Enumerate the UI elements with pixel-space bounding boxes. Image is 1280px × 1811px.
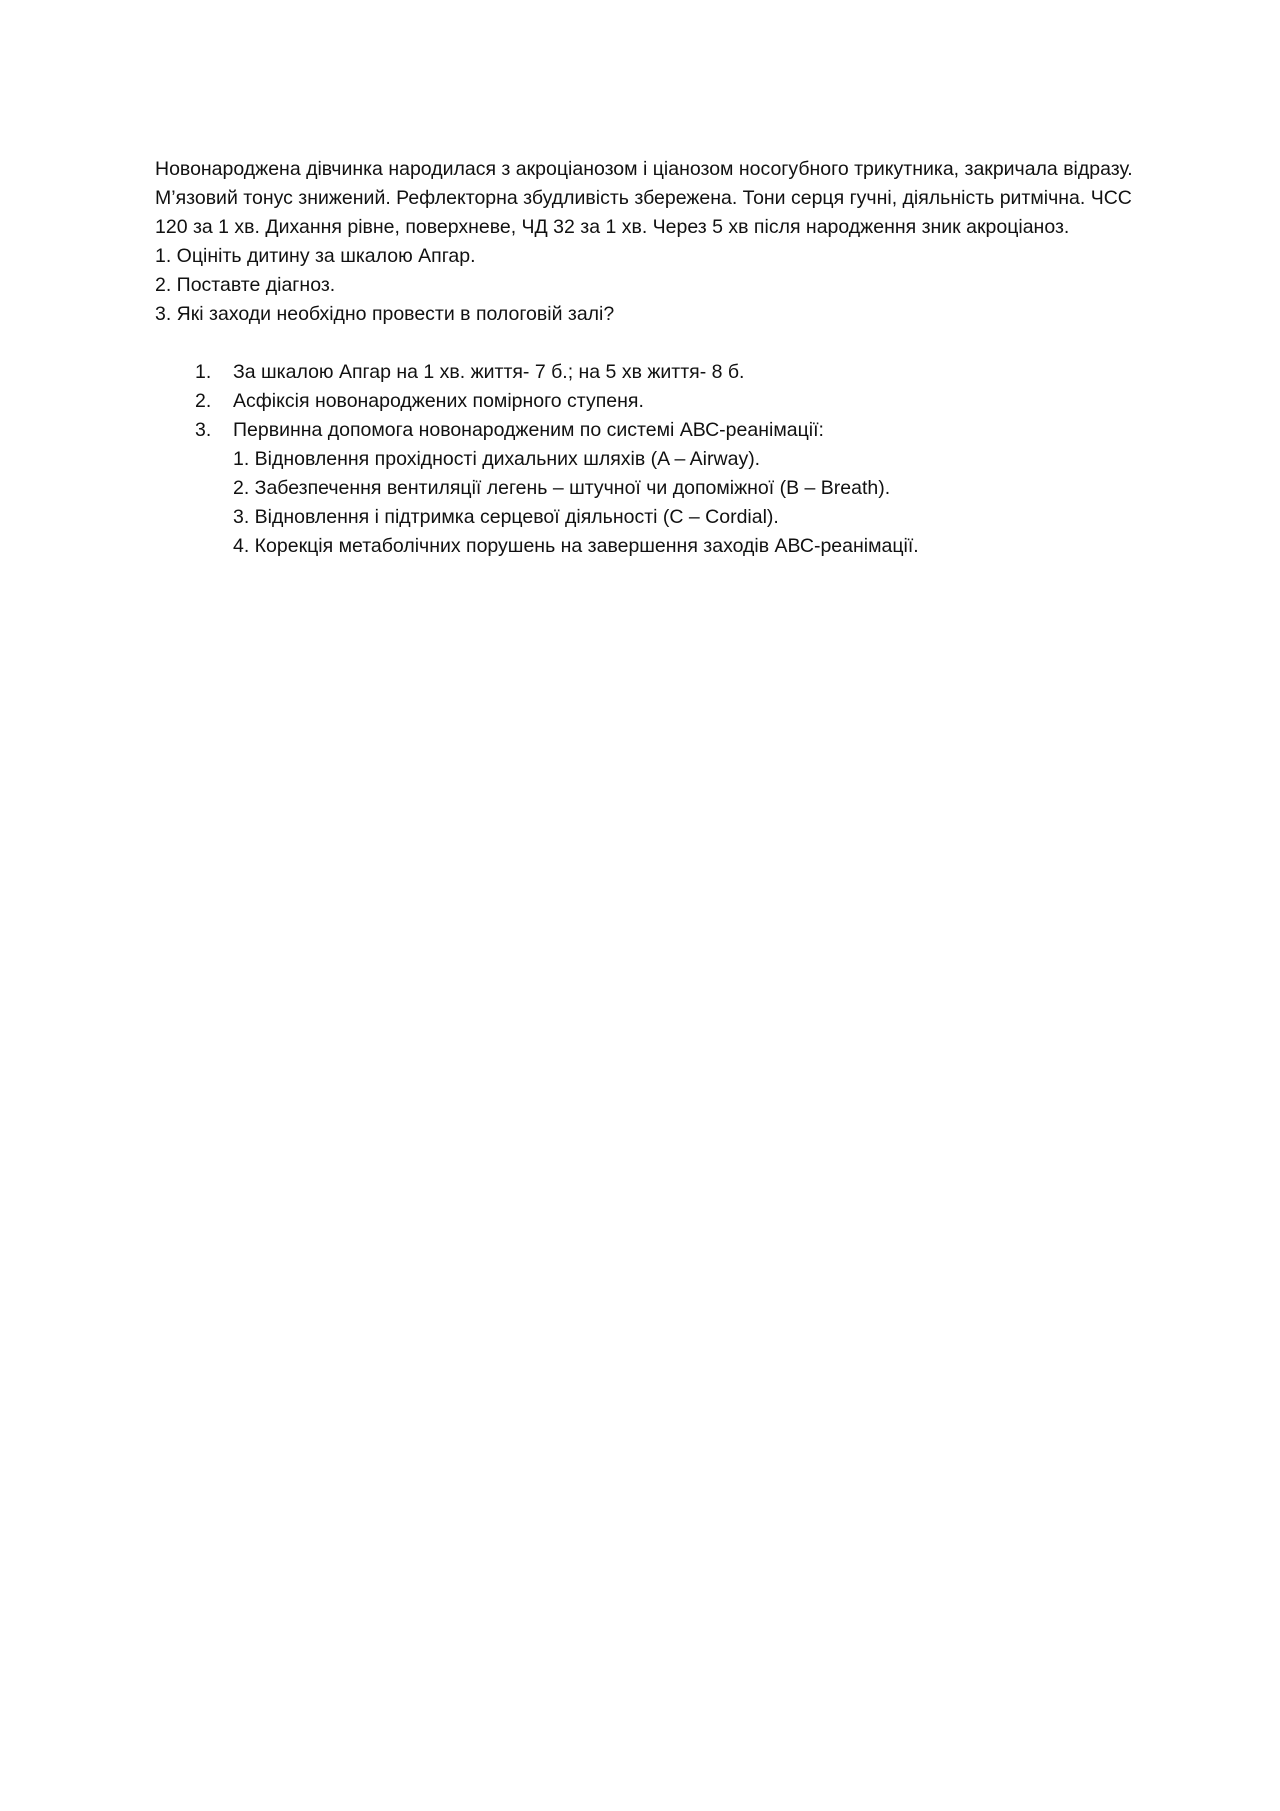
answers-list xyxy=(155,358,1135,561)
answer-text: Первинна допомога новонародженим по системі АВС-реанімації: xyxy=(233,419,824,441)
answer-number: 2. xyxy=(195,390,212,412)
answer-2 xyxy=(155,387,1135,416)
question-2: 2. Поставте діагноз. xyxy=(155,274,336,296)
answer-number: 3. xyxy=(195,419,212,441)
document-content xyxy=(155,155,1135,561)
answer-text: Асфіксія новонароджених помірного ступеня. xyxy=(233,390,644,412)
answer-3 xyxy=(155,416,1135,445)
abc-step-1: 1. Відновлення прохідності дихальних шляхів (A – Airway). xyxy=(233,448,761,470)
blank-line xyxy=(155,329,1135,358)
abc-step-2: 2. Забезпечення вентиляції легень – штучної чи допоміжної (B – Breath). xyxy=(233,477,891,499)
question-1: 1. Оцініть дитину за шкалою Апгар. xyxy=(155,245,476,267)
answer-text: За шкалою Апгар на 1 хв. життя- 7 б.; на 5 хв життя- 8 б. xyxy=(233,361,745,383)
abc-step-4: 4. Корекція метаболічних порушень на завершення заходів АВС-реанімації. xyxy=(233,535,919,557)
abc-step-3: 3. Відновлення і підтримка серцевої діяльності (C – Cordial). xyxy=(233,506,779,528)
answer-number: 1. xyxy=(195,361,212,383)
question-3: 3. Які заходи необхідно провести в пологовій залі? xyxy=(155,303,615,325)
case-description: Новонароджена дівчинка народилася з акроціанозом і ціанозом носогубного трикутника, закричала відразу. М’язовий тонус знижений. Рефлекторна збудливість збережена. Тони серця гучні, діяльність ритмічна. ЧСС 120 за 1 хв. Дихання рівне, поверхневе, ЧД 32 за 1 хв. Через 5 хв після народження зник акроціаноз. xyxy=(155,158,1133,238)
answer-1 xyxy=(155,358,1135,387)
